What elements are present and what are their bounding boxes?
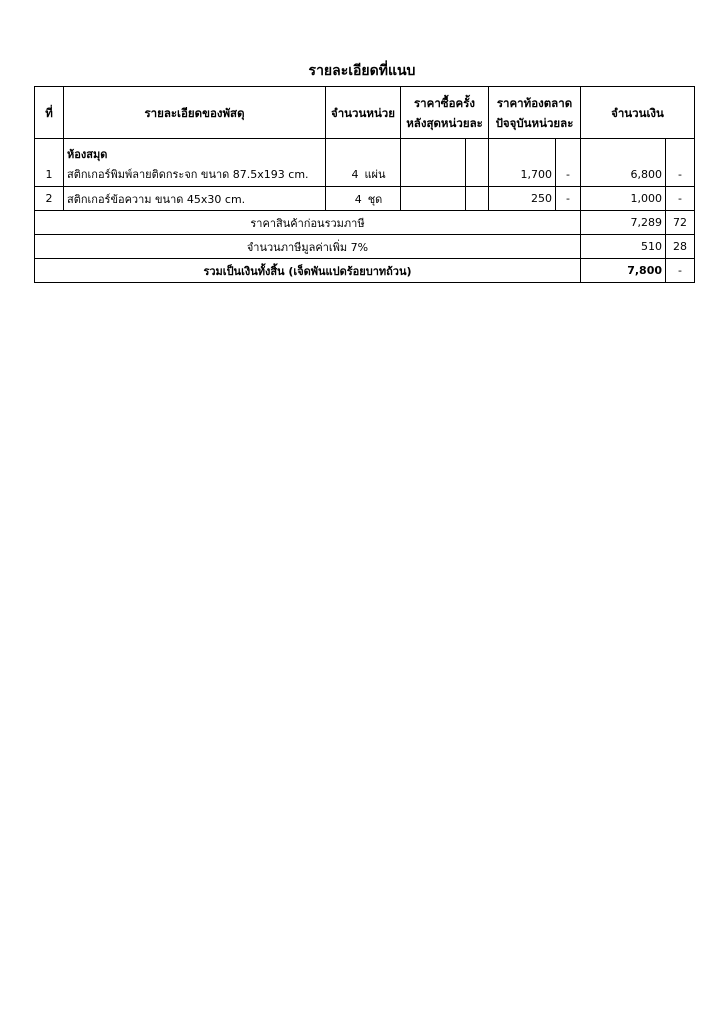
row-last-price bbox=[401, 163, 466, 187]
row-amount-sub: - bbox=[666, 187, 695, 211]
row-unit: แผ่น bbox=[364, 168, 386, 182]
vat-amount-sub: 28 bbox=[666, 235, 695, 259]
total-label: รวมเป็นเงินทั้งสิ้น (เจ็ดพันแปดร้อยบาทถ้วน) bbox=[35, 259, 581, 283]
header-market-price bbox=[489, 87, 581, 139]
subtotal-label: ราคาสินค้าก่อนรวมภาษี bbox=[35, 211, 581, 235]
row-unit: ชุด bbox=[367, 192, 383, 206]
row-description: สติกเกอร์ข้อความ ขนาด 45x30 cm. bbox=[64, 187, 326, 211]
row-last-price-sub bbox=[466, 163, 489, 187]
row-description: สติกเกอร์พิมพ์ลายติดกระจก ขนาด 87.5x193 cm. bbox=[64, 163, 326, 187]
header-no: ที่ bbox=[35, 87, 64, 139]
row-market-price-sub: - bbox=[556, 187, 581, 211]
category-label: ห้องสมุด bbox=[64, 139, 326, 163]
total-amount-sub: - bbox=[666, 259, 695, 283]
row-last-price bbox=[401, 187, 466, 211]
category-row bbox=[35, 139, 695, 163]
vat-row bbox=[35, 235, 695, 259]
items-table bbox=[34, 86, 695, 283]
row-market-price: 1,700 bbox=[489, 163, 556, 187]
row-qty: 4 bbox=[351, 168, 359, 182]
table-row bbox=[35, 187, 695, 211]
row-market-price-sub: - bbox=[556, 163, 581, 187]
header-last-price-line1: ราคาซื้อครั้ง bbox=[414, 95, 475, 110]
header-description: รายละเอียดของพัสดุ bbox=[64, 87, 326, 139]
row-quantity bbox=[326, 187, 401, 211]
row-quantity bbox=[326, 163, 401, 187]
header-row bbox=[35, 87, 695, 139]
total-row bbox=[35, 259, 695, 283]
vat-amount: 510 bbox=[581, 235, 666, 259]
row-qty: 4 bbox=[354, 192, 362, 206]
row-amount: 6,800 bbox=[581, 163, 666, 187]
row-amount: 1,000 bbox=[581, 187, 666, 211]
row-amount-sub: - bbox=[666, 163, 695, 187]
document-title: รายละเอียดที่แนบ bbox=[308, 63, 416, 79]
row-last-price-sub bbox=[466, 187, 489, 211]
header-amount: จำนวนเงิน bbox=[581, 87, 695, 139]
table-row bbox=[35, 163, 695, 187]
subtotal-amount: 7,289 bbox=[581, 211, 666, 235]
header-market-price-line2: ปัจจุบันหน่วยละ bbox=[495, 115, 574, 130]
row-no: 1 bbox=[35, 163, 64, 187]
header-last-price bbox=[401, 87, 489, 139]
vat-label: จำนวนภาษีมูลค่าเพิ่ม 7% bbox=[35, 235, 581, 259]
header-market-price-line1: ราคาท้องตลาด bbox=[496, 95, 573, 110]
subtotal-amount-sub: 72 bbox=[666, 211, 695, 235]
row-no: 2 bbox=[35, 187, 64, 211]
row-market-price: 250 bbox=[489, 187, 556, 211]
subtotal-row bbox=[35, 211, 695, 235]
total-amount: 7,800 bbox=[581, 259, 666, 283]
header-last-price-line2: หลังสุดหน่วยละ bbox=[406, 115, 483, 130]
header-quantity: จำนวนหน่วย bbox=[326, 87, 401, 139]
